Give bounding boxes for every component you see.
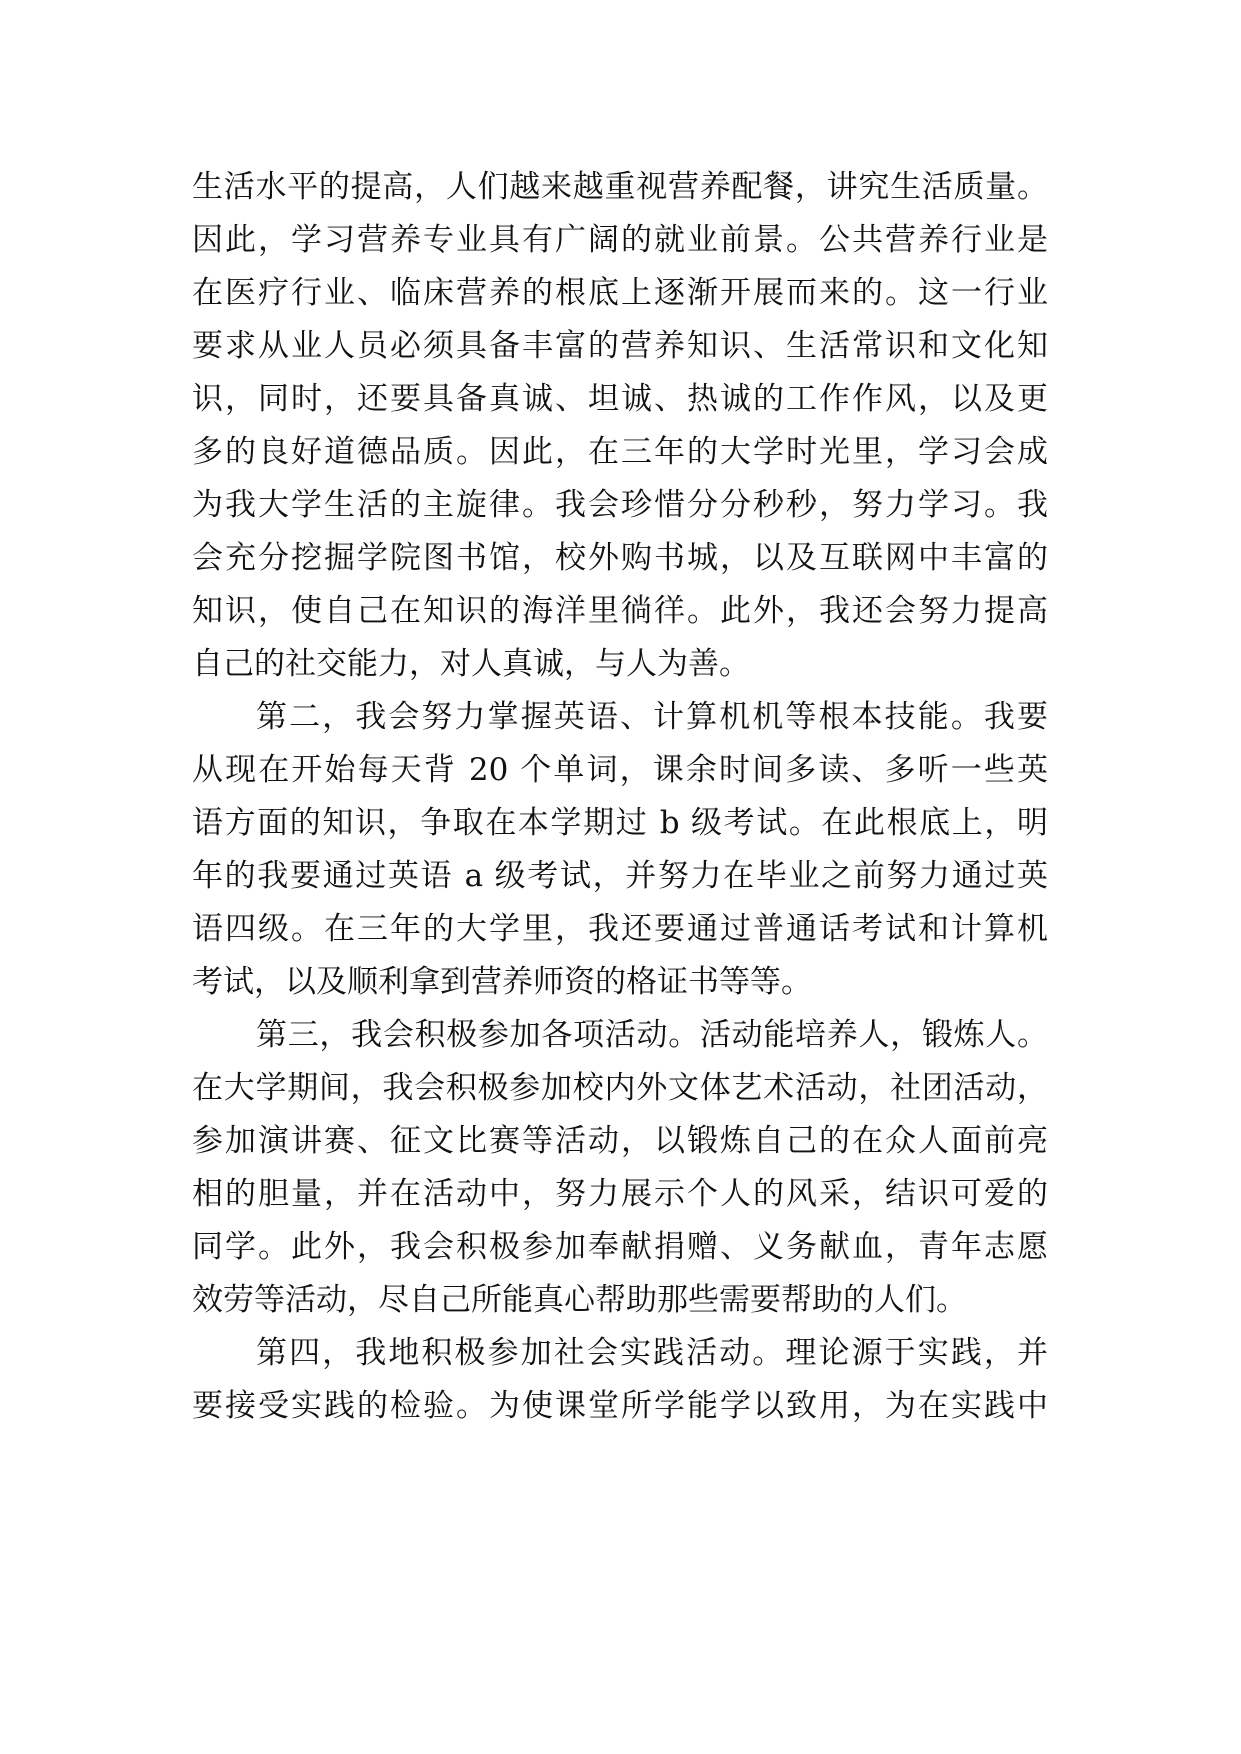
- text-line: 效劳等活动，尽自己所能真心帮助那些需要帮助的人们。: [192, 1282, 967, 1318]
- text-line: 从现在开始每天背 20 个单词，课余时间多读、多听一些英: [192, 752, 1048, 788]
- text-line: 知识，使自己在知识的海洋里徜徉。此外，我还会努力提高: [192, 593, 1048, 629]
- paragraph-start-line: 第四，我地积极参加社会实践活动。理论源于实践，并: [256, 1335, 1048, 1371]
- text-line: 识，同时，还要具备真诚、坦诚、热诚的工作作风，以及更: [192, 381, 1048, 417]
- text-line: 在大学期间，我会积极参加校内外文体艺术活动，社团活动，: [192, 1070, 1048, 1106]
- text-line: 因此，学习营养专业具有广阔的就业前景。公共营养行业是: [192, 222, 1048, 258]
- text-line: 考试，以及顺利拿到营养师资的格证书等等。: [192, 964, 812, 1000]
- text-line: 多的良好道德品质。因此，在三年的大学时光里，学习会成: [192, 434, 1048, 470]
- text-line: 年的我要通过英语 a 级考试，并努力在毕业之前努力通过英: [192, 858, 1048, 894]
- text-line: 要求从业人员必须具备丰富的营养知识、生活常识和文化知: [192, 328, 1048, 364]
- text-line: 语四级。在三年的大学里，我还要通过普通话考试和计算机: [192, 911, 1048, 947]
- text-line: 要接受实践的检验。为使课堂所学能学以致用，为在实践中: [192, 1388, 1048, 1424]
- text-line: 语方面的知识，争取在本学期过 b 级考试。在此根底上，明: [192, 805, 1048, 841]
- text-line: 为我大学生活的主旋律。我会珍惜分分秒秒，努力学习。我: [192, 487, 1048, 523]
- document-body: [192, 161, 1048, 1433]
- text-line: 自己的社交能力，对人真诚，与人为善。: [192, 646, 750, 682]
- text-line: 生活水平的提高，人们越来越重视营养配餐，讲究生活质量。: [192, 169, 1048, 205]
- text-line: 同学。此外，我会积极参加奉献捐赠、义务献血，青年志愿: [192, 1229, 1048, 1265]
- paragraph-start-line: 第三，我会积极参加各项活动。活动能培养人，锻炼人。: [256, 1017, 1048, 1053]
- paragraph-start-line: 第二，我会努力掌握英语、计算机机等根本技能。我要: [256, 699, 1048, 735]
- text-line: 会充分挖掘学院图书馆，校外购书城，以及互联网中丰富的: [192, 540, 1048, 576]
- text-line: 参加演讲赛、征文比赛等活动，以锻炼自己的在众人面前亮: [192, 1123, 1048, 1159]
- text-line: 相的胆量，并在活动中，努力展示个人的风采，结识可爱的: [192, 1176, 1048, 1212]
- text-line: 在医疗行业、临床营养的根底上逐渐开展而来的。这一行业: [192, 275, 1048, 311]
